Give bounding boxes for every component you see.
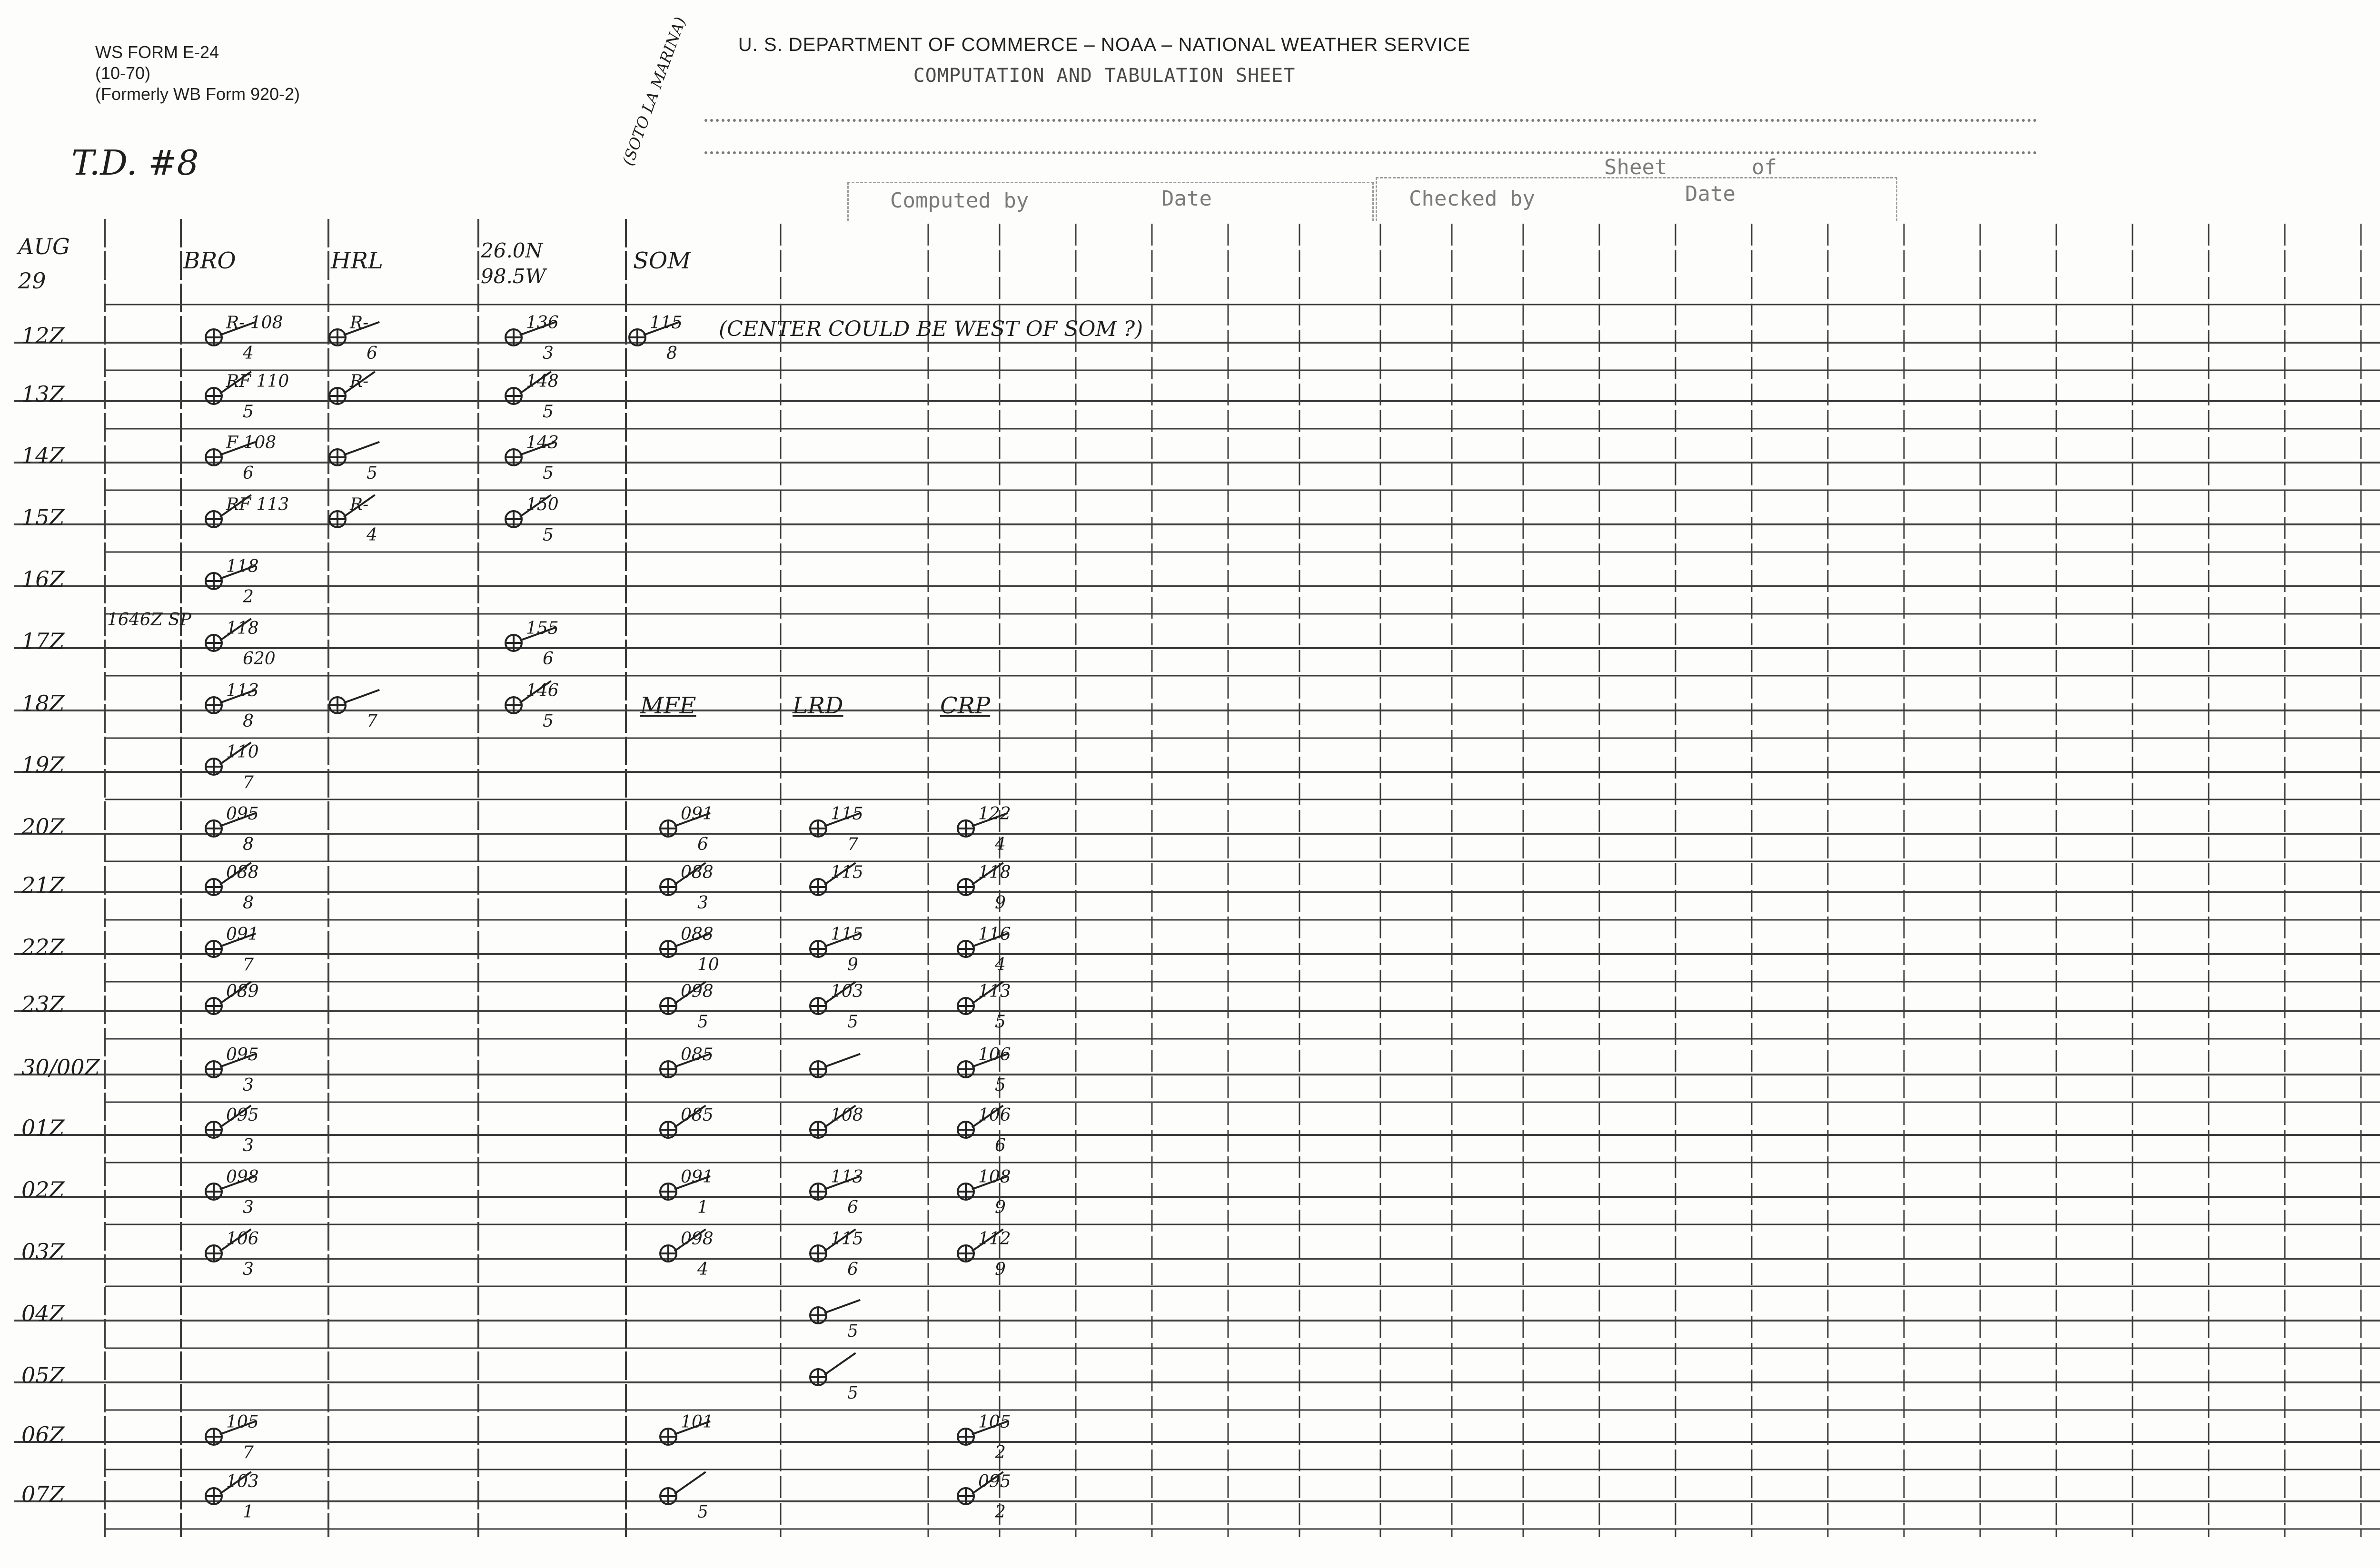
station-circle-icon [809,1306,827,1324]
station-circle-icon [957,1183,975,1201]
station-value: 098 [226,1167,259,1187]
station-subvalue: 2 [243,587,254,607]
station-circle-icon [505,510,523,528]
station-circle-icon [659,1183,677,1201]
station-circle-icon [205,634,223,652]
station-subvalue: 3 [243,1198,254,1217]
station-subvalue: 5 [543,711,554,731]
station-value: 103 [831,982,863,1001]
station-circle-icon [659,997,677,1015]
station-circle-icon [205,387,223,405]
storm-id: T.D. #8 [71,143,199,183]
station-value: 118 [978,863,1011,882]
time-label: 05Z [21,1362,65,1388]
center-note: (CENTER COULD BE WEST OF SOM ?) [719,317,1143,341]
dotted-rule-1 [704,119,2037,122]
station-subvalue: 2 [995,1502,1006,1522]
station-circle-icon [659,878,677,896]
station-value: R- 108 [226,313,283,333]
station-value: 095 [978,1472,1011,1491]
station-value: 113 [226,681,259,700]
time-label: 13Z [21,381,65,407]
station-circle-icon [205,510,223,528]
time-label: 04Z [21,1301,65,1326]
station-circle-icon [957,878,975,896]
station-value: 085 [681,1045,714,1065]
station-subvalue: 8 [243,893,254,913]
time-label: 06Z [21,1422,65,1448]
station-value: 115 [831,804,863,824]
station-value: 112 [978,1229,1011,1249]
time-label: 21Z [21,872,65,898]
computed-date-label: Date [1161,187,1212,211]
station-value: 088 [681,863,714,882]
station-subvalue: 6 [847,1198,858,1217]
station-circle-icon [328,448,347,466]
station-value: 115 [831,925,863,944]
station-subvalue: 6 [243,463,254,483]
station-circle-icon [205,1060,223,1078]
time-label: 22Z [21,934,65,960]
station-value: 110 [226,742,259,762]
station-value: 150 [526,495,559,514]
time-label: 02Z [21,1177,65,1203]
station-circle-icon [809,1244,827,1262]
station-subvalue: 5 [995,1075,1006,1095]
station-circle-icon [328,328,347,346]
column-som: SOM [633,247,691,274]
station-value: 098 [681,982,714,1001]
form-edition: (10-70) [95,63,151,83]
station-value: 143 [526,433,559,453]
station-value: 105 [978,1412,1011,1432]
station-value: 113 [978,982,1011,1001]
station-value: 088 [681,925,714,944]
column-bro: BRO [183,247,236,274]
agency-heading: U. S. DEPARTMENT OF COMMERCE – NOAA – NATIONAL WEATHER SERVICE [738,34,1471,55]
station-subvalue: 3 [243,1260,254,1279]
station-circle-icon [957,1060,975,1078]
station-circle-icon [809,1183,827,1201]
station-subvalue: 5 [543,402,554,422]
time-label: 23Z [21,991,65,1017]
station-subvalue: 8 [243,711,254,731]
time-label: 18Z [21,690,65,716]
station-subvalue: 8 [243,835,254,854]
station-value: 108 [831,1105,863,1125]
station-value: 106 [978,1045,1011,1065]
form-identifier [95,42,300,105]
station-subvalue: 1 [697,1198,708,1217]
station-subvalue: 6 [995,1136,1006,1155]
station-circle-icon [205,1244,223,1262]
station-circle-icon [205,1183,223,1201]
column-hrl: HRL [331,247,383,274]
computed-by-label: Computed by [890,188,1029,213]
station-subvalue: 5 [847,1012,858,1032]
station-circle-icon [205,1487,223,1505]
station-circle-icon [809,997,827,1015]
station-subvalue: 5 [847,1383,858,1403]
time-label: 30/00Z [21,1055,100,1080]
checked-by-label: Checked by [1409,187,1535,211]
station-circle-icon [205,997,223,1015]
station-subvalue: 6 [543,649,554,669]
date-header: AUG 29 [18,234,70,294]
station-circle-icon [328,387,347,405]
station-subvalue: 4 [697,1260,708,1279]
station-circle-icon [505,448,523,466]
station-circle-icon [205,878,223,896]
station-value: 115 [831,1229,863,1249]
station-value: 136 [526,313,559,333]
time-label: 07Z [21,1481,65,1507]
column-lrd: LRD [793,692,843,719]
station-subvalue: 5 [697,1012,708,1032]
station-value: F 108 [226,433,277,453]
station-subvalue: 6 [367,344,377,363]
station-value: R- [350,495,369,514]
station-value: 095 [226,1105,259,1125]
station-circle-icon [809,1121,827,1139]
station-circle-icon [628,328,646,346]
station-value: 101 [681,1412,714,1432]
station-value: 095 [226,1045,259,1065]
station-circle-icon [957,940,975,958]
of-label: of [1752,155,1777,179]
station-subvalue: 4 [995,835,1006,854]
station-subvalue: 7 [243,1443,254,1462]
station-subvalue: 5 [543,463,554,483]
station-circle-icon [659,940,677,958]
station-subvalue: 5 [367,463,377,483]
station-value: 085 [681,1105,714,1125]
station-value: 103 [226,1472,259,1491]
station-subvalue: 620 [243,649,276,669]
checked-date-label: Date [1685,182,1735,206]
time-label: 17Z [21,628,65,654]
station-circle-icon [659,1060,677,1078]
station-value: R- [350,372,369,391]
station-subvalue: 4 [367,525,377,545]
station-subvalue: 7 [367,711,377,731]
station-circle-icon [205,328,223,346]
station-value: RF 110 [226,372,289,391]
station-circle-icon [205,1121,223,1139]
station-subvalue: 9 [847,955,858,975]
station-value: 095 [226,804,259,824]
station-value: 115 [831,863,863,882]
station-circle-icon [809,819,827,838]
sheet-title: COMPUTATION AND TABULATION SHEET [913,65,1296,87]
station-value: 155 [526,619,559,638]
station-circle-icon [957,997,975,1015]
station-subvalue: 3 [543,344,554,363]
station-subvalue: 4 [243,344,254,363]
station-value: 098 [681,1229,714,1249]
station-subvalue: 9 [995,1260,1006,1279]
som-full-name: (SOTO LA MARINA) [619,14,690,168]
station-value: 106 [978,1105,1011,1125]
station-subvalue: 3 [243,1075,254,1095]
station-value: 091 [681,1167,714,1187]
station-circle-icon [205,819,223,838]
station-subvalue: 5 [995,1012,1006,1032]
station-subvalue: 6 [847,1260,858,1279]
station-value: 115 [650,313,683,333]
station-subvalue: 10 [697,955,719,975]
station-circle-icon [659,1244,677,1262]
station-circle-icon [809,1368,827,1386]
station-value: 116 [978,925,1011,944]
station-circle-icon [505,328,523,346]
bro-special-obs: 1646Z SP [107,610,191,630]
time-label: 15Z [21,504,65,530]
station-value: 148 [526,372,559,391]
station-value: 105 [226,1412,259,1432]
sheet-label: Sheet [1604,155,1667,179]
station-circle-icon [505,696,523,714]
station-circle-icon [205,696,223,714]
station-value: 091 [226,925,259,944]
station-subvalue: 5 [243,402,254,422]
station-value: 146 [526,681,559,700]
station-subvalue: 7 [243,955,254,975]
time-label: 19Z [21,752,65,778]
station-circle-icon [328,696,347,714]
station-value: 118 [226,557,259,576]
time-label: 14Z [21,443,65,468]
station-circle-icon [505,387,523,405]
station-value: 089 [226,982,259,1001]
station-subvalue: 7 [847,835,858,854]
station-subvalue: 6 [697,835,708,854]
station-subvalue: 2 [995,1443,1006,1462]
time-label: 01Z [21,1115,65,1141]
station-circle-icon [957,819,975,838]
station-value: R- [350,313,369,333]
station-value: 122 [978,804,1011,824]
station-circle-icon [505,634,523,652]
station-subvalue: 5 [697,1502,708,1522]
form-number: WS FORM E-24 [95,42,219,62]
station-value: 118 [226,619,259,638]
station-subvalue: 1 [243,1502,254,1522]
station-circle-icon [957,1121,975,1139]
station-circle-icon [205,572,223,590]
station-circle-icon [659,1487,677,1505]
station-subvalue: 4 [995,955,1006,975]
station-circle-icon [205,758,223,776]
column-mfe: MFE [640,692,696,719]
station-value: 106 [226,1229,259,1249]
station-subvalue: 3 [697,893,708,913]
station-circle-icon [659,819,677,838]
station-circle-icon [205,448,223,466]
station-circle-icon [205,1428,223,1446]
station-value: 091 [681,804,714,824]
station-subvalue: 3 [243,1136,254,1155]
station-value: 113 [831,1167,863,1187]
time-label: 12Z [21,323,65,348]
column-ship-position: 26.0N 98.5W [481,239,546,288]
station-value: 108 [978,1167,1011,1187]
column-crp: CRP [940,692,991,719]
form-formerly: (Formerly WB Form 920-2) [95,84,300,104]
station-circle-icon [659,1121,677,1139]
station-circle-icon [957,1244,975,1262]
station-subvalue: 7 [243,773,254,792]
station-circle-icon [957,1487,975,1505]
dotted-rule-2 [704,151,2037,154]
station-circle-icon [205,940,223,958]
station-value: 088 [226,863,259,882]
station-circle-icon [809,878,827,896]
station-circle-icon [809,1060,827,1078]
time-label: 20Z [21,814,65,839]
time-label: 16Z [21,566,65,592]
station-circle-icon [659,1428,677,1446]
station-circle-icon [809,940,827,958]
station-circle-icon [957,1428,975,1446]
station-circle-icon [328,510,347,528]
station-subvalue: 8 [666,344,677,363]
station-value: RF 113 [226,495,289,514]
time-label: 03Z [21,1239,65,1264]
station-subvalue: 5 [847,1321,858,1341]
station-subvalue: 9 [995,1198,1006,1217]
station-subvalue: 9 [995,893,1006,913]
station-subvalue: 5 [543,525,554,545]
